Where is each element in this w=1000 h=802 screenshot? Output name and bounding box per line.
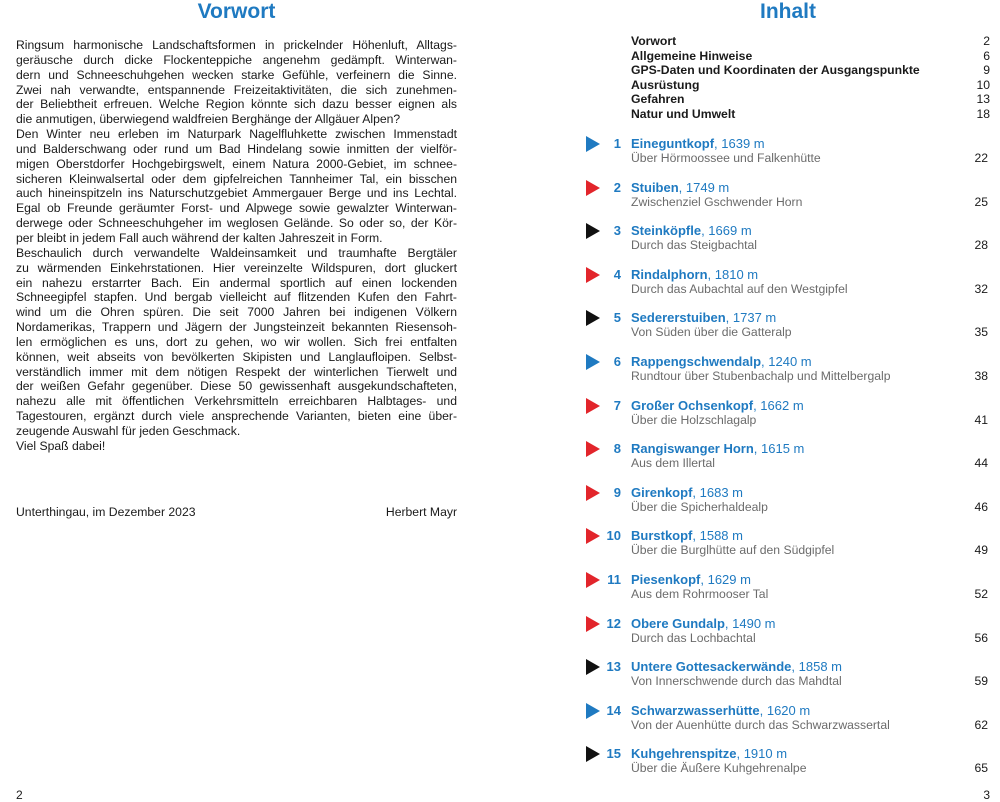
tour-page: 49: [974, 543, 988, 558]
tour-name: Rappengschwendalp: [631, 353, 762, 369]
tour-altitude: , 1669 m: [701, 223, 752, 239]
tour-entry[interactable]: [586, 397, 990, 441]
place-date: Unterthingau, im Dezember 2023: [16, 505, 196, 519]
tour-subtitle: Über die Spicherhaldealp: [631, 499, 768, 514]
contents-entry-page: 10: [976, 77, 990, 92]
tour-subtitle: Über die Holzschlagalp: [631, 412, 757, 427]
contents-entry-label: Allgemeine Hinweise: [631, 48, 753, 63]
tour-subtitle: Rundtour über Stubenbachalp und Mittelbergalp: [631, 368, 891, 383]
tour-title: [631, 702, 810, 719]
tour-subtitle: Durch das Steigbachtal: [631, 238, 758, 253]
contents-entry[interactable]: [631, 34, 990, 49]
left-page-number: 2: [16, 788, 23, 802]
signature-line: [16, 505, 457, 519]
tour-entry[interactable]: [586, 571, 990, 615]
tour-name: Schwarzwasserhütte: [631, 702, 760, 718]
tour-altitude: , 1662 m: [753, 397, 804, 413]
tour-number: 8: [613, 441, 621, 457]
tour-altitude: , 1683 m: [692, 484, 743, 500]
tour-page: 56: [974, 630, 988, 645]
preface-line: Ringsum harmonische Landschaftsformen in prickelnder Höhenluft, Alltags-: [16, 38, 457, 52]
preface-text: [16, 38, 457, 454]
difficulty-arrow-icon: [586, 485, 600, 501]
preface-line: dern und Schneeschuhgehen wecken starke Gefühle, verfeinern die Sinne.: [16, 67, 457, 82]
contents-entry-label: GPS-Daten und Koordinaten der Ausgangspunkte: [631, 63, 920, 78]
general-contents-list: [631, 34, 990, 122]
tour-entry[interactable]: [586, 658, 990, 702]
tour-title: [631, 527, 743, 544]
preface-line: der Beliebtheit erfreuen. Welche Region könnte sich dazu besser eignen als: [16, 97, 457, 112]
difficulty-arrow-icon: [586, 746, 600, 762]
tour-number: 4: [613, 266, 621, 282]
tour-page: 22: [974, 151, 988, 165]
preface-line: Zwei nah verwandte, entspannende Freizeitaktivitäten, die sich zunehmen-: [16, 82, 457, 97]
tour-number: 11: [607, 571, 621, 587]
contents-entry[interactable]: [631, 78, 990, 93]
tour-subtitle: Von Süden über die Gatteralp: [631, 325, 792, 340]
preface-line: Viel Spaß dabei!: [16, 438, 106, 453]
tour-number: 12: [606, 615, 621, 631]
preface-heading: Vorwort: [197, 0, 276, 23]
contents-entry-page: 13: [976, 92, 990, 107]
tour-title: [631, 658, 842, 675]
tour-name: Burstkopf: [631, 528, 693, 544]
tour-subtitle: Von Innerschwende durch das Mahdtal: [631, 674, 842, 689]
tour-name: Obere Gundalp: [631, 615, 725, 631]
contents-entry[interactable]: [631, 107, 990, 122]
difficulty-arrow-icon: [586, 441, 600, 457]
tour-subtitle: Über die Burglhütte auf den Südgipfel: [631, 543, 835, 558]
tour-entry[interactable]: [586, 440, 990, 484]
tour-entry[interactable]: [586, 309, 990, 353]
preface-line: wind um die Ohren spüren. Die seit 7000 Jahren bei indigenen Völkern: [16, 305, 457, 320]
difficulty-arrow-icon: [586, 528, 600, 544]
tour-altitude: , 1737 m: [725, 310, 777, 326]
tour-entry[interactable]: [586, 135, 990, 179]
contents-entry-page: 2: [983, 34, 990, 48]
contents-entry-page: 9: [983, 63, 990, 78]
preface-line: per bleibt in jedem Fall auch während der kalten Jahreszeit in Form.: [16, 230, 383, 245]
difficulty-arrow-icon: [586, 180, 600, 196]
tour-altitude: , 1810 m: [707, 266, 759, 282]
tour-name: Rindalphorn: [631, 266, 708, 282]
preface-line: Tagestouren, ergänzt durch viele ansprechende Varianten, bieten eine über-: [16, 409, 457, 424]
difficulty-arrow-icon: [586, 659, 600, 675]
tour-altitude: , 1615 m: [753, 441, 805, 457]
preface-line: und Balderschwang oder rund um Bad Hindelang sowie inmitten der vielför-: [16, 141, 457, 156]
preface-line: ein nahezu erstarrter Bach. Ein andermal sportlich auf einen lockenden: [16, 275, 457, 290]
contents-entry-page: 6: [983, 48, 990, 63]
tour-page: 44: [974, 456, 988, 471]
tour-page: 52: [974, 586, 988, 601]
tour-subtitle: Aus dem Rohrmooser Tal: [631, 586, 769, 601]
tour-altitude: , 1490 m: [724, 615, 776, 631]
difficulty-arrow-icon: [586, 354, 600, 370]
contents-entry[interactable]: [631, 49, 990, 64]
tour-entry[interactable]: [586, 266, 990, 310]
preface-line: Egal ob Freunde geräumter Forst- und Alpwege sowie gewalzter Winterwan-: [16, 201, 457, 216]
difficulty-arrow-icon: [586, 223, 600, 239]
preface-line: der weißen Gefahr gegenüber. Diese 50 gewissenhaft ausgekundschafteten,: [16, 379, 457, 394]
preface-line: geräusche durch dicke Flockenteppiche angenehm gedämpft. Winterwan-: [16, 52, 457, 67]
tour-subtitle: Durch das Aubachtal auf den Westgipfel: [631, 281, 848, 296]
preface-line: zu wärmenden Einkehrstationen. Hier vereinzelte Wildspuren, dort gluckert: [16, 260, 457, 275]
difficulty-arrow-icon: [586, 136, 600, 152]
tour-title: [631, 397, 804, 414]
tour-subtitle: Von der Auenhütte durch das Schwarzwassertal: [631, 717, 890, 732]
tour-page: 62: [974, 717, 988, 732]
preface-line: Beschaulich durch verwandelte Waldeinsamkeit und traumhafte Bergtäler: [16, 245, 457, 260]
tour-subtitle: Über die Äußere Kuhgehrenalpe: [631, 761, 807, 776]
tour-subtitle: Aus dem Illertal: [631, 456, 715, 471]
author-name: Herbert Mayr: [385, 505, 457, 519]
preface-line: len ermöglichen es uns, dort zu gehen, wo wir wollen. Sich frei entfalten: [16, 334, 457, 349]
tour-altitude: , 1639 m: [714, 136, 765, 151]
tour-title: [631, 309, 776, 326]
contents-entry-label: Natur und Umwelt: [631, 106, 736, 121]
tour-page: 65: [974, 761, 988, 776]
tour-altitude: , 1749 m: [678, 179, 730, 195]
preface-line: derwege oder Schneeschuhgeher im weglosen Gelände. So oder so, der Kör-: [16, 216, 457, 231]
preface-line: Nordamerikas, Trappern und Jägern der Jungsteinzeit bekannten Riesensoh-: [16, 320, 457, 335]
tour-page: 46: [974, 499, 988, 514]
tour-altitude: , 1629 m: [700, 571, 751, 587]
tour-title: [631, 353, 812, 370]
tour-entry[interactable]: [586, 484, 990, 528]
preface-line: Den Winter neu erleben im Naturpark Nagelfluhkette zwischen Immenstadt: [16, 127, 457, 142]
tour-page: 32: [974, 281, 988, 296]
contents-entry-label: Vorwort: [631, 34, 677, 48]
tour-name: Piesenkopf: [631, 571, 701, 587]
tour-page: 59: [974, 674, 988, 689]
tour-entry[interactable]: [586, 615, 990, 659]
contents-entry[interactable]: [631, 92, 990, 107]
tour-name: Steinköpfle: [631, 223, 702, 239]
tour-page: 25: [974, 194, 988, 209]
tour-name: Girenkopf: [631, 484, 693, 500]
tour-subtitle: Über Hörmoossee und Falkenhütte: [631, 151, 821, 165]
tour-number: 1: [613, 136, 621, 151]
tour-altitude: , 1910 m: [736, 746, 788, 762]
preface-line: können, weit abseits von bevölkerten Skipisten und Langlaufloipen. Selbst-: [16, 349, 457, 364]
tour-name: Sedererstuiben: [631, 310, 726, 326]
tour-name: Untere Gottesackerwände: [631, 659, 792, 675]
preface-line: die anmutigen, überwiegend waldfreien Berghänge der Allgäuer Alpen?: [16, 112, 401, 127]
tour-title: [631, 440, 804, 457]
tour-page: 41: [974, 412, 988, 427]
tour-title: [631, 484, 743, 501]
tour-name: Großer Ochsenkopf: [631, 397, 754, 413]
left-page: [16, 0, 457, 800]
difficulty-arrow-icon: [586, 398, 600, 414]
tour-number: 9: [613, 484, 621, 500]
tour-entry[interactable]: [586, 222, 990, 266]
difficulty-arrow-icon: [586, 310, 600, 326]
preface-line: auch hineinspitzeln ins Naturschutzgebiet Ammergauer Berge und ins Lechtal.: [16, 186, 457, 201]
tour-page: 38: [974, 368, 988, 383]
tour-number: 5: [613, 310, 621, 326]
preface-line: nahezu alle mit öffentlichen Verkehrsmitteln erreichbaren Halbtages- und: [16, 394, 457, 409]
tour-name: Kuhgehrenspitze: [631, 746, 737, 762]
tour-altitude: , 1620 m: [759, 702, 811, 718]
tour-title: [631, 571, 751, 588]
contents-entry[interactable]: [631, 63, 990, 78]
tour-title: [631, 135, 765, 152]
tour-number: 7: [613, 397, 621, 413]
tour-list: [586, 135, 990, 789]
tour-number: 13: [606, 659, 621, 675]
tour-entry[interactable]: [586, 702, 990, 746]
preface-line: Schneegipfel stapfen. Und bergab vielleicht auf flitzenden Kufen den Fahrt-: [16, 290, 457, 305]
tour-page: 28: [974, 238, 988, 253]
tour-page: 35: [974, 325, 988, 340]
right-page: [586, 0, 990, 800]
preface-line: verständlich immer mit dem nötigen Respekt der winterlichen Tierwelt und: [16, 364, 457, 379]
tour-subtitle: Durch das Lochbachtal: [631, 630, 756, 645]
tour-entry[interactable]: [586, 353, 990, 397]
tour-number: 6: [613, 353, 621, 369]
tour-title: [631, 615, 776, 632]
right-page-number: 3: [983, 788, 990, 802]
tour-title: [631, 745, 787, 762]
tour-name: Eineguntkopf: [631, 136, 715, 151]
difficulty-arrow-icon: [586, 572, 600, 588]
tour-number: 3: [613, 223, 621, 239]
tour-altitude: , 1858 m: [791, 659, 842, 675]
tour-entry[interactable]: [586, 745, 990, 789]
difficulty-arrow-icon: [586, 616, 600, 632]
tour-title: [631, 222, 752, 239]
tour-subtitle: Zwischenziel Gschwender Horn: [631, 194, 803, 209]
tour-number: 10: [606, 528, 621, 544]
contents-entry-label: Ausrüstung: [631, 77, 700, 92]
difficulty-arrow-icon: [586, 267, 600, 283]
tour-number: 14: [606, 702, 621, 718]
tour-title: [631, 179, 729, 196]
preface-line: zeugende Auswahl für jeden Geschmack.: [16, 423, 241, 438]
tour-title: [631, 266, 758, 283]
tour-entry[interactable]: [586, 179, 990, 223]
contents-entry-page: 18: [976, 106, 990, 121]
tour-name: Rangiswanger Horn: [631, 441, 754, 457]
contents-heading: Inhalt: [760, 0, 816, 23]
tour-name: Stuiben: [631, 179, 679, 195]
difficulty-arrow-icon: [586, 703, 600, 719]
tour-number: 2: [613, 179, 621, 195]
tour-entry[interactable]: [586, 527, 990, 571]
contents-entry-label: Gefahren: [631, 92, 685, 107]
preface-line: migen Oberstdorfer Hochgebirgswelt, einem Natura 2000-Gebiet, im schnee-: [16, 156, 457, 171]
tour-altitude: , 1240 m: [761, 353, 812, 369]
tour-number: 15: [606, 746, 621, 762]
tour-altitude: , 1588 m: [692, 528, 743, 544]
preface-line: sicheren Kleinwalsertal oder dem gipfelreichen Tannheimer Tal, ein bisschen: [16, 171, 457, 186]
